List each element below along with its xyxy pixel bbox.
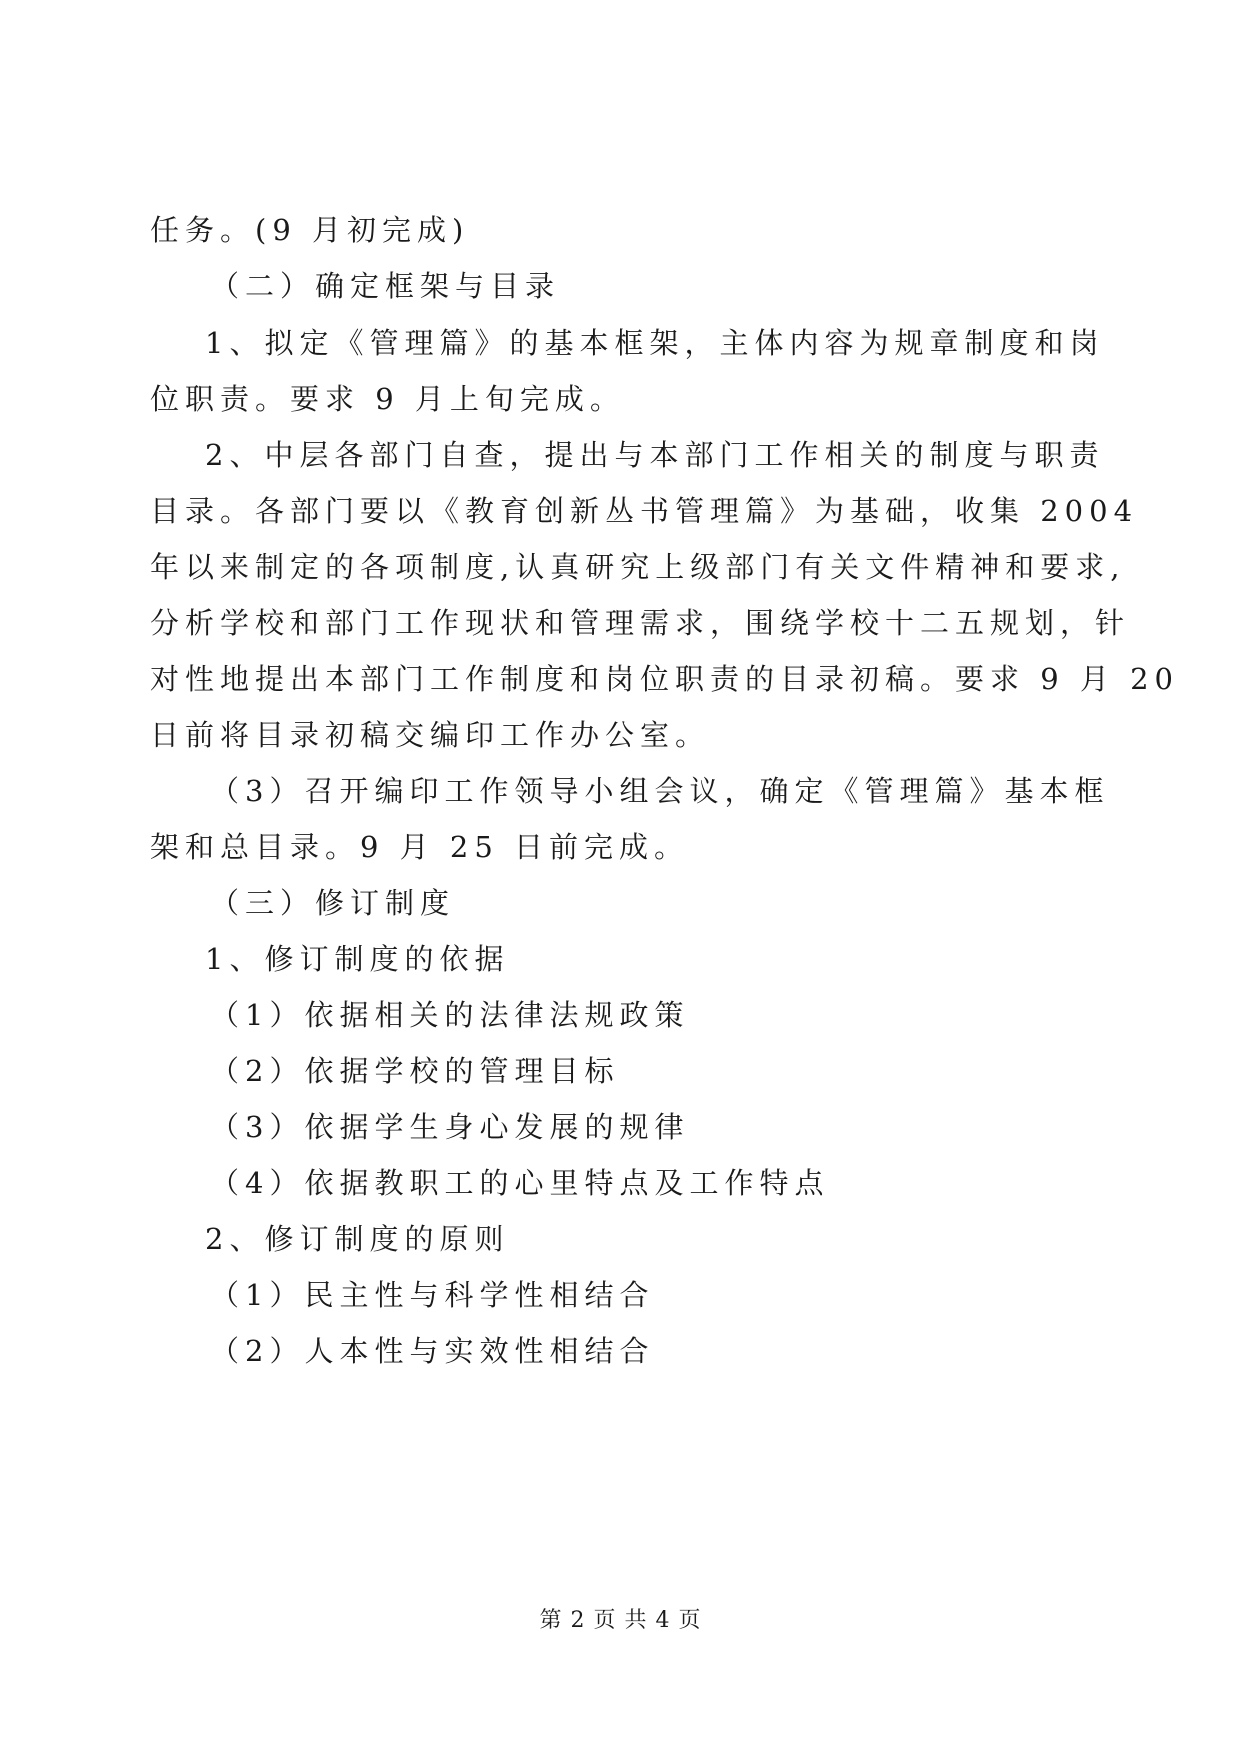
paragraph-line: 任务。(9 月初完成): [150, 213, 470, 247]
list-item: （2）依据学校的管理目标: [210, 1054, 620, 1088]
list-item: （2）人本性与实效性相结合: [210, 1334, 655, 1368]
paragraph-line: 日前将目录初稿交编印工作办公室。: [150, 718, 711, 752]
list-item: （4）依据教职工的心里特点及工作特点: [210, 1166, 830, 1200]
paragraph-line: 位职责。要求 9 月上旬完成。: [150, 382, 625, 416]
paragraph-line: 2、中层各部门自查，提出与本部门工作相关的制度与职责: [205, 438, 1105, 472]
paragraph-line: 年以来制定的各项制度,认真研究上级部门有关文件精神和要求,: [150, 550, 1126, 584]
paragraph-line: （3）召开编印工作领导小组会议，确定《管理篇》基本框: [210, 774, 1110, 808]
paragraph-line: 分析学校和部门工作现状和管理需求，围绕学校十二五规划，针: [150, 606, 1131, 640]
section-heading: （二）确定框架与目录: [210, 269, 561, 303]
page-number-footer: 第 2 页 共 4 页: [539, 1608, 702, 1633]
paragraph-line: 架和总目录。9 月 25 日前完成。: [150, 830, 690, 864]
paragraph-line: 目录。各部门要以《教育创新丛书管理篇》为基础，收集 2004: [150, 494, 1139, 528]
list-item: （1）依据相关的法律法规政策: [210, 998, 690, 1032]
list-item: （1）民主性与科学性相结合: [210, 1278, 655, 1312]
subsection-heading: 2、修订制度的原则: [205, 1222, 510, 1256]
list-item: （3）依据学生身心发展的规律: [210, 1110, 690, 1144]
subsection-heading: 1、修订制度的依据: [205, 942, 510, 976]
section-heading: （三）修订制度: [210, 886, 456, 920]
paragraph-line: 1、拟定《管理篇》的基本框架，主体内容为规章制度和岗: [205, 326, 1105, 360]
paragraph-line: 对性地提出本部门工作制度和岗位职责的目录初稿。要求 9 月 20: [150, 662, 1180, 696]
